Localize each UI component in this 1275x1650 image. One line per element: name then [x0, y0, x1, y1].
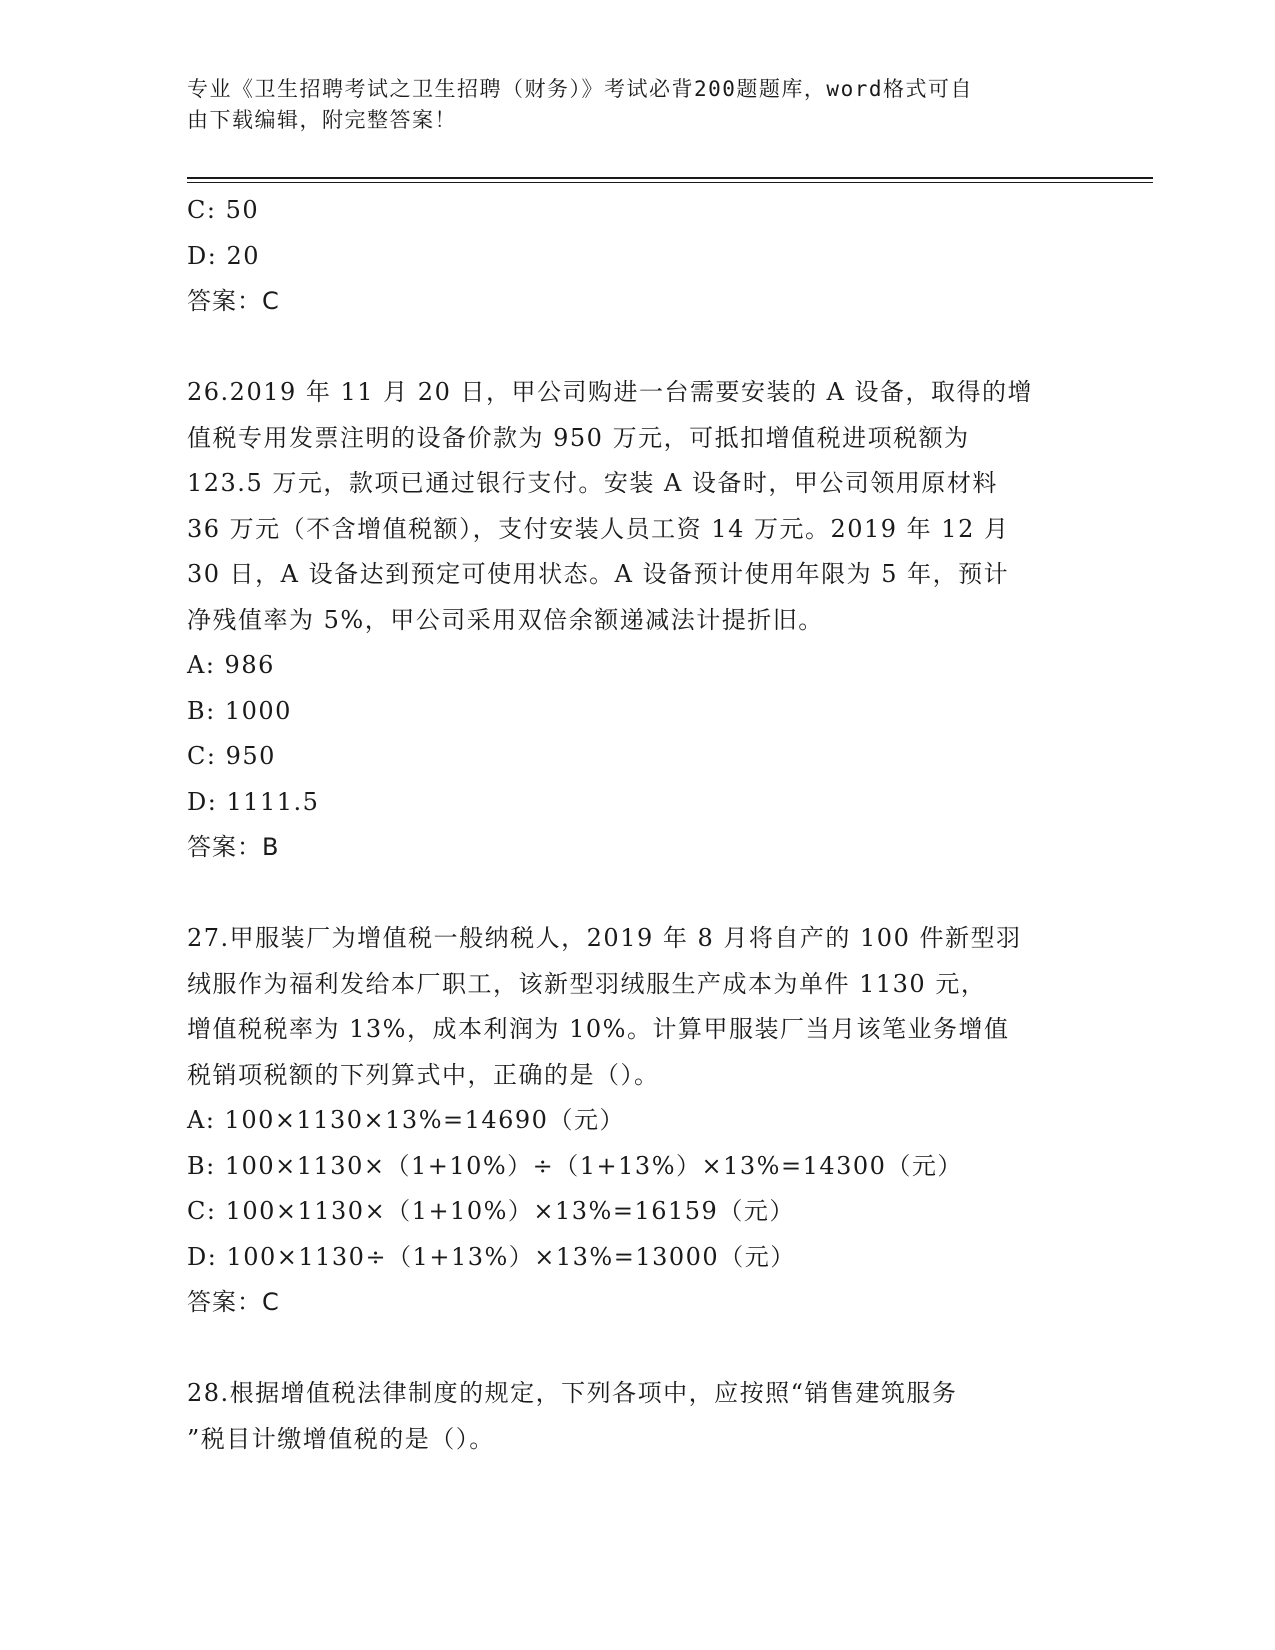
spacer: [187, 871, 1087, 917]
prev-question-tail: [187, 188, 1087, 325]
header-divider: [187, 177, 1153, 179]
question-text-line: 值税专用发票注明的设备价款为 950 万元，可抵扣增值税进项税额为: [187, 423, 970, 452]
header-divider-thin: [187, 182, 1153, 183]
answer-line: 答案：C: [187, 1288, 280, 1316]
option-d: D: 100×1130÷（1+13%）×13%=13000（元）: [187, 1242, 796, 1271]
question-28: [187, 1371, 1087, 1462]
option-d: D: 20: [187, 241, 260, 270]
question-text-line: 30 日，A 设备达到预定可使用状态。A 设备预计使用年限为 5 年，预计: [187, 560, 1010, 588]
question-text-line: 增值税税率为 13%，成本利润为 10%。计算甲服装厂当月该笔业务增值: [187, 1015, 1010, 1043]
answer-line: 答案：C: [187, 287, 280, 315]
option-c: C: 50: [187, 196, 260, 224]
option-d: D: 1111.5: [187, 787, 320, 816]
spacer: [187, 325, 1087, 371]
header-line-1: 专业《卫生招聘考试之卫生招聘（财务）》考试必背200题题库，word格式可自: [187, 77, 973, 101]
document-body: [187, 188, 1087, 1462]
question-text-line: 28.根据增值税法律制度的规定，下列各项中，应按照“销售建筑服务: [187, 1379, 958, 1407]
question-text-line: 36 万元（不含增值税额），支付安装人员工资 14 万元。2019 年 12 月: [187, 514, 1010, 543]
document-header: [187, 74, 1087, 136]
question-26: [187, 370, 1087, 871]
option-b: B: 100×1130×（1+10%）÷（1+13%）×13%=14300（元）: [187, 1151, 963, 1180]
option-c: C: 950: [187, 742, 276, 770]
option-a: A: 100×1130×13%=14690（元）: [187, 1106, 625, 1134]
header-line-2: 由下载编辑，附完整答案！: [187, 108, 457, 132]
option-b: B: 1000: [187, 696, 292, 725]
question-text-line: 绒服作为福利发给本厂职工，该新型羽绒服生产成本为单件 1130 元，: [187, 969, 987, 998]
question-text-line: 123.5 万元，款项已通过银行支付。安装 A 设备时，甲公司领用原材料: [187, 469, 998, 497]
option-c: C: 100×1130×（1+10%）×13%=16159（元）: [187, 1197, 795, 1225]
question-text-line: 税销项税额的下列算式中，正确的是（）。: [187, 1060, 660, 1089]
question-text-line: ”税目计缴增值税的是（）。: [187, 1424, 495, 1453]
question-text-line: 26.2019 年 11 月 20 日，甲公司购进一台需要安装的 A 设备，取得的增: [187, 378, 1034, 406]
question-27: [187, 916, 1087, 1326]
question-text-line: 27.甲服装厂为增值税一般纳税人，2019 年 8 月将自产的 100 件新型羽: [187, 924, 1022, 952]
answer-line: 答案：B: [187, 833, 280, 861]
spacer: [187, 1326, 1087, 1372]
question-text-line: 净残值率为 5%，甲公司采用双倍余额递减法计提折旧。: [187, 605, 824, 634]
option-a: A: 986: [187, 651, 275, 679]
